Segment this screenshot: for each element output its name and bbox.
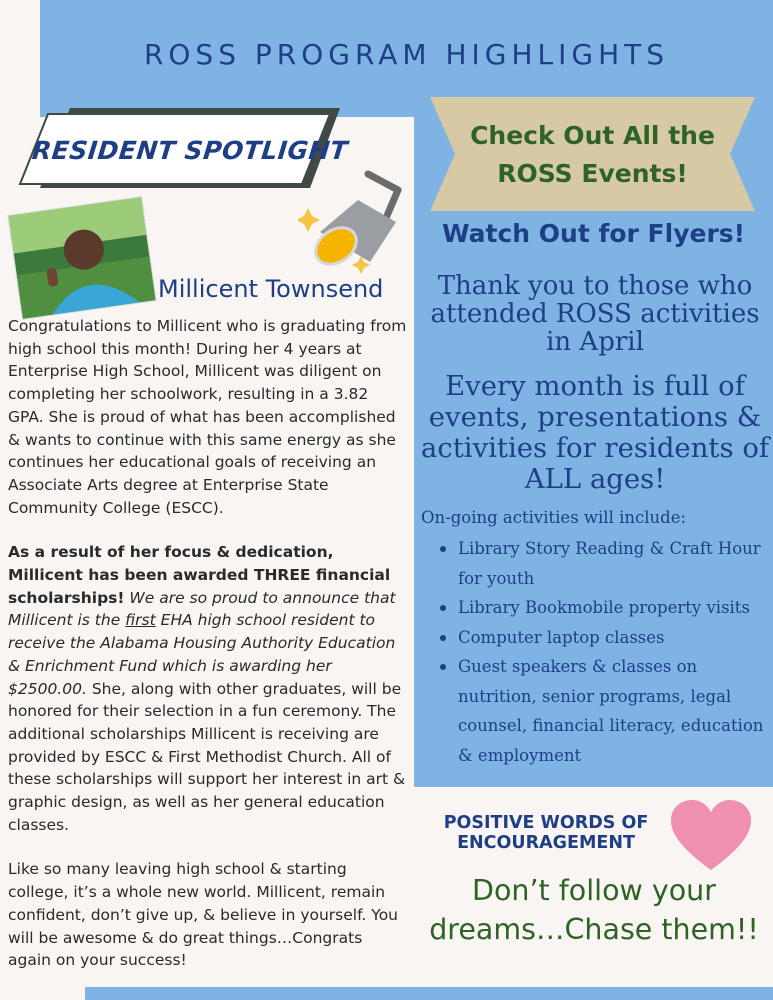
monthly-events-message: Every month is full of events, presentations & activities for residents of ALL ages! <box>420 370 770 495</box>
page-title: ROSS PROGRAM HIGHLIGHTS <box>143 38 670 71</box>
story-first-emphasis: first <box>125 611 156 630</box>
story-paragraph-3: Like so many leaving high school & starting college, it’s a whole new world. Millicent, remain confident, don’t give up, & believe in yourself. You will be awesome & do great things…Congrats again on your success! <box>8 860 398 970</box>
flyers-heading: Watch Out for Flyers! <box>441 219 746 248</box>
resident-photo <box>7 196 156 320</box>
resident-name: Millicent Townsend <box>158 275 384 303</box>
list-item: Library Story Reading & Craft Hour for youth <box>436 534 771 593</box>
bottom-accent-bar <box>85 987 773 1000</box>
ongoing-activities-list <box>436 534 771 770</box>
encouragement-quote: Don’t follow your dreams…Chase them!! <box>429 874 759 946</box>
list-item: Computer laptop classes <box>436 623 771 653</box>
spotlight-story <box>8 315 408 972</box>
spotlight-banner-title: RESIDENT SPOTLIGHT <box>30 135 350 165</box>
story-scholarship-highlight: As a result of her focus & dedication, Millicent has been awarded THREE financial scholarships! <box>8 543 391 607</box>
ongoing-activities-intro: On-going activities will include: <box>421 508 687 527</box>
list-item: Library Bookmobile property visits <box>436 593 771 623</box>
story-paragraph-1: Congratulations to Millicent who is graduating from high school this month! During her 4 years at Enterprise High School, Millicent was diligent on completing her schoolwork, resulting in a 3.82 GPA. She is proud of what has been accomplished & wants to continue with this same energy as she continues her educational goals of receiving an Associate Arts degree at Enterprise State Community College (ESCC). <box>8 317 407 517</box>
encouragement-heading: POSITIVE WORDS OF ENCOURAGEMENT <box>443 813 649 853</box>
story-paragraph-2 <box>8 541 408 836</box>
spotlight-lamp-icon <box>298 160 416 280</box>
story-ceremony-text: She, along with other graduates, will be honored for their selection in a fun ceremony. The additional scholarships Millicent is receiving are provided by ESCC & First Methodist Church. All of these scholarships will support her interest in art & graphic design, as well as her general education classes. <box>8 679 406 834</box>
story-announcement-b: EHA high school resident to receive the Alabama Housing Authority Education & Enrichment Fund which is awarding her $2500.00. <box>8 611 396 698</box>
thank-you-message: Thank you to those who attended ROSS activities in April <box>430 271 760 357</box>
story-announcement-a: We are so proud to announce that Millicent is the <box>8 588 396 630</box>
events-callout: Check Out All the ROSS Events! <box>470 121 715 188</box>
list-item: Guest speakers & classes on nutrition, senior programs, legal counsel, financial literacy, education & employment <box>436 652 771 770</box>
heart-icon <box>671 800 751 872</box>
